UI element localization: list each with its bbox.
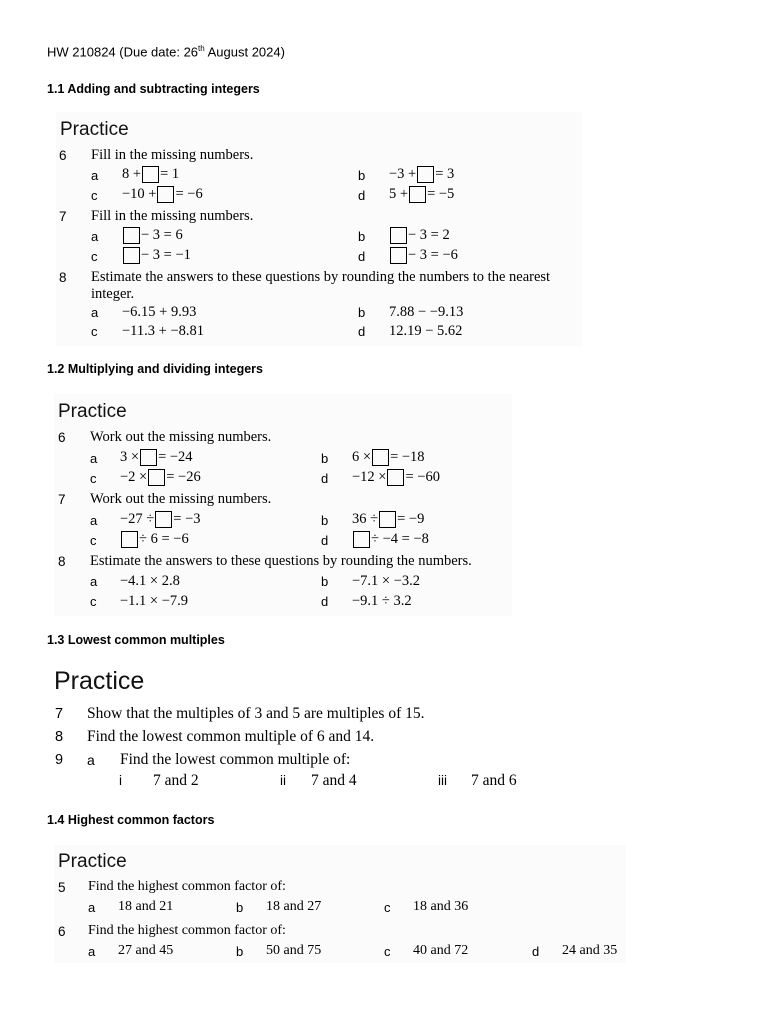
part-letter: c [90, 533, 97, 548]
expression: −4.1 × 2.8 [120, 573, 180, 589]
part-letter: a [90, 574, 98, 589]
question-number: 7 [59, 209, 67, 224]
equation: ÷ 6 = −6 [120, 531, 189, 548]
equation: 8 + = 1 [122, 166, 180, 182]
question-text: Find the lowest common multiple of: [120, 751, 351, 768]
part-letter: a [87, 752, 95, 768]
answer-box [140, 449, 157, 466]
expression: −7.1 × −3.2 [352, 573, 421, 589]
part-letter: c [91, 249, 98, 264]
question-number: 6 [58, 924, 66, 939]
equation: ÷ −4 = −8 [352, 531, 429, 548]
sub-part-text: 7 and 6 [471, 772, 517, 789]
expression: 12.19 − 5.62 [389, 323, 463, 339]
part-letter: a [91, 305, 99, 320]
part-letter: b [321, 513, 329, 528]
part-letter: a [91, 229, 99, 244]
answer-box [121, 531, 138, 548]
practice-heading: Practice [54, 667, 145, 695]
question-text: Find the highest common factor of: [88, 923, 286, 938]
part-letter: a [91, 168, 99, 183]
answer-pair: 18 and 36 [413, 899, 469, 914]
section-title-1-1: 1.1 Adding and subtracting integers [47, 82, 260, 96]
answer-pair: 27 and 45 [118, 943, 174, 958]
equation: − 3 = 6 [122, 227, 183, 244]
equation: 5 + = −5 [389, 186, 455, 202]
part-letter: c [91, 324, 98, 339]
answer-pair: 24 and 35 [562, 943, 618, 958]
question-text: Estimate the answers to these questions by rounding the numbers to the nearest [91, 269, 551, 285]
answer-box [353, 531, 370, 548]
part-letter: c [90, 594, 97, 609]
answer-box [409, 186, 426, 203]
answer-pair: 18 and 27 [266, 899, 322, 914]
question-text: Fill in the missing numbers. [91, 147, 254, 163]
part-letter: a [88, 944, 96, 959]
part-letter: d [358, 249, 366, 264]
equation: − 3 = 2 [389, 227, 450, 244]
answer-box [379, 511, 396, 528]
question-number: 8 [58, 554, 66, 569]
question-text: Show that the multiples of 3 and 5 are multiples of 15. [87, 705, 425, 722]
question-number: 6 [58, 430, 66, 445]
question-number: 5 [58, 880, 66, 895]
part-letter: d [321, 594, 329, 609]
question-number: 7 [55, 706, 64, 722]
question-number: 8 [59, 270, 67, 285]
expression: −1.1 × −7.9 [120, 593, 189, 609]
answer-pair: 50 and 75 [266, 943, 322, 958]
practice-heading: Practice [58, 851, 127, 872]
question-text: Find the lowest common multiple of 6 and 14. [87, 728, 375, 745]
part-letter: b [236, 944, 244, 959]
practice-panel-1-4 [54, 845, 626, 963]
question-text-cont: integer. [91, 286, 135, 302]
equation: −12 × = −60 [352, 469, 440, 485]
homework-title: HW 210824 (Due date: 26th August 2024) [47, 44, 285, 60]
part-letter: a [88, 900, 96, 915]
practice-panel-1-1 [56, 112, 582, 346]
sub-part-label: iii [438, 773, 447, 788]
part-letter: d [321, 533, 329, 548]
equation: −3 + = 3 [389, 166, 455, 182]
expression: −6.15 + 9.93 [122, 304, 197, 320]
part-letter: a [90, 451, 98, 466]
equation: −2 × = −26 [120, 469, 201, 485]
answer-pair: 18 and 21 [118, 899, 174, 914]
part-letter: b [321, 451, 329, 466]
question-number: 8 [55, 729, 64, 745]
part-letter: b [358, 305, 366, 320]
part-letter: c [91, 188, 98, 203]
part-letter: d [358, 188, 366, 203]
sub-part-text: 7 and 4 [311, 772, 357, 789]
equation: −27 ÷ = −3 [120, 511, 201, 527]
answer-box [155, 511, 172, 528]
question-number: 6 [59, 148, 67, 163]
equation: 36 ÷ = −9 [352, 511, 425, 527]
section-title-1-2: 1.2 Multiplying and dividing integers [47, 362, 263, 376]
question-number: 7 [58, 492, 66, 507]
part-letter: d [358, 324, 366, 339]
expression: 7.88 − −9.13 [389, 304, 464, 320]
equation: − 3 = −1 [122, 247, 191, 264]
part-letter: b [321, 574, 329, 589]
question-text: Fill in the missing numbers. [91, 208, 254, 224]
answer-box [123, 227, 140, 244]
sub-part-label: ii [280, 773, 286, 788]
answer-box [148, 469, 165, 486]
practice-panel-1-3 [52, 663, 522, 795]
answer-box [390, 247, 407, 264]
practice-heading: Practice [60, 119, 129, 140]
answer-box [372, 449, 389, 466]
part-letter: d [321, 471, 329, 486]
question-number: 9 [55, 752, 64, 768]
question-text: Work out the missing numbers. [90, 491, 272, 507]
answer-box [417, 166, 434, 183]
section-title-1-4: 1.4 Highest common factors [47, 813, 215, 827]
part-letter: c [90, 471, 97, 486]
part-letter: c [384, 944, 391, 959]
answer-box [390, 227, 407, 244]
answer-box [387, 469, 404, 486]
question-text: Work out the missing numbers. [90, 429, 272, 445]
practice-heading: Practice [58, 401, 127, 422]
question-text: Estimate the answers to these questions by rounding the numbers. [90, 553, 472, 569]
answer-pair: 40 and 72 [413, 943, 469, 958]
equation: −10 + = −6 [122, 186, 203, 202]
part-letter: b [236, 900, 244, 915]
practice-panel-1-2 [54, 394, 512, 616]
expression: −11.3 + −8.81 [122, 323, 204, 339]
sub-part-label: i [119, 773, 122, 788]
equation: 6 × = −18 [352, 449, 425, 465]
answer-box [142, 166, 159, 183]
part-letter: a [90, 513, 98, 528]
part-letter: d [532, 944, 540, 959]
equation: − 3 = −6 [389, 247, 458, 264]
section-title-1-3: 1.3 Lowest common multiples [47, 633, 225, 647]
answer-box [157, 186, 174, 203]
part-letter: b [358, 168, 366, 183]
sub-part-text: 7 and 2 [153, 772, 199, 789]
answer-box [123, 247, 140, 264]
part-letter: b [358, 229, 366, 244]
part-letter: c [384, 900, 391, 915]
question-text: Find the highest common factor of: [88, 879, 286, 894]
expression: −9.1 ÷ 3.2 [352, 593, 412, 609]
equation: 3 × = −24 [120, 449, 193, 465]
